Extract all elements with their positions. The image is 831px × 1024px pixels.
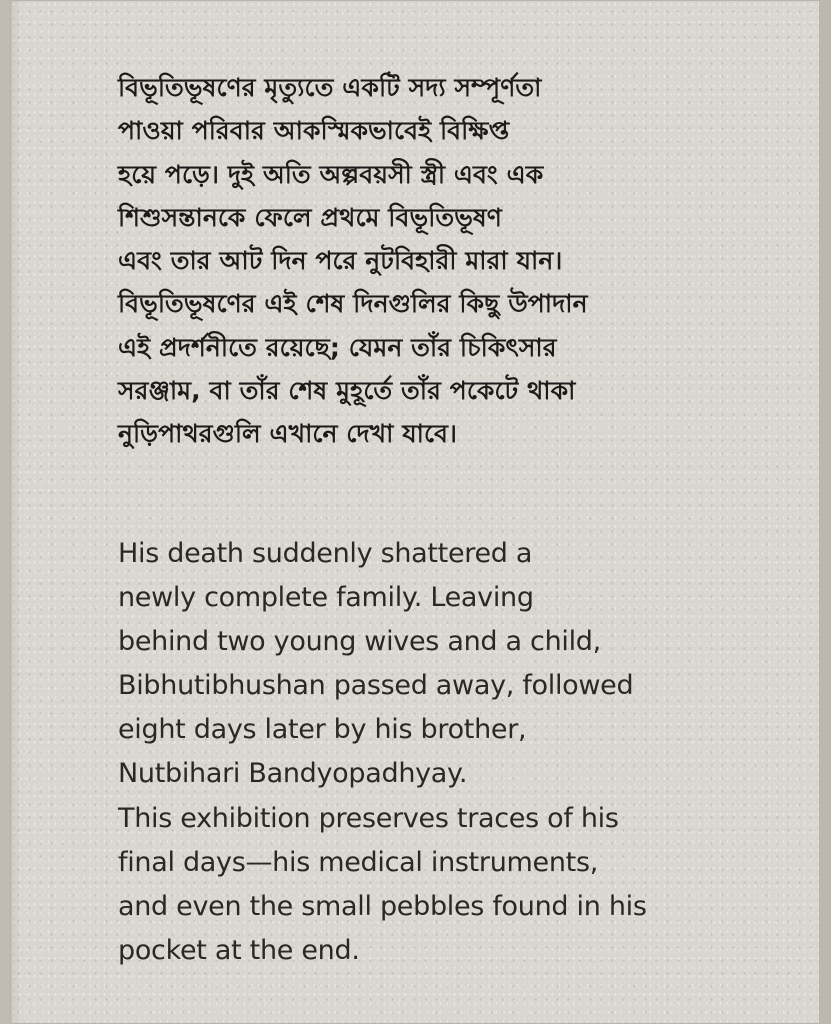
english-line: His death suddenly shattered a	[118, 538, 533, 569]
bengali-line: শিশুসন্তানকে ফেলে প্রথমে বিভূতিভূষণ	[118, 202, 503, 232]
bengali-line: নুড়িপাথরগুলি এখানে দেখা যাবে।	[118, 419, 458, 449]
bengali-line: সরঞ্জাম, বা তাঁর শেষ মুহূর্তে তাঁর পকেটে থাকা	[118, 376, 576, 406]
bengali-line: এই প্রদর্শনীতে রয়েছে; যেমন তাঁর চিকিৎসার	[118, 332, 557, 362]
english-line: newly complete family. Leaving	[118, 582, 534, 614]
english-paragraph	[118, 532, 758, 973]
english-line: and even the small pebbles found in his	[118, 890, 647, 922]
bengali-line: হয়ে পড়ে। দুই অতি অল্পবয়সী স্ত্রী এবং এক	[118, 159, 544, 189]
english-line: pocket at the end.	[118, 934, 360, 966]
english-line: behind two young wives and a child,	[118, 626, 601, 658]
bengali-paragraph	[118, 66, 738, 456]
bengali-line: এবং তার আট দিন পরে নুটবিহারী মারা যান।	[118, 246, 563, 276]
wall-edge-right	[820, 0, 831, 1024]
bengali-line: পাওয়া পরিবার আকস্মিকভাবেই বিক্ষিপ্ত	[118, 116, 510, 146]
wall-edge-left	[0, 0, 10, 1024]
english-line: eight days later by his brother,	[118, 714, 527, 746]
english-line: Nutbihari Bandyopadhyay.	[118, 758, 468, 790]
english-line: Bibhutibhushan passed away, followed	[118, 670, 634, 702]
english-line: final days—his medical instruments,	[118, 846, 599, 878]
bengali-line: বিভূতিভূষণের এই শেষ দিনগুলির কিছু উপাদান	[118, 289, 588, 319]
english-line: This exhibition preserves traces of his	[118, 802, 619, 834]
bengali-line: বিভূতিভূষণের মৃত্যুতে একটি সদ্য সম্পূর্ণতা	[118, 73, 542, 102]
exhibit-text-panel	[10, 0, 820, 1024]
